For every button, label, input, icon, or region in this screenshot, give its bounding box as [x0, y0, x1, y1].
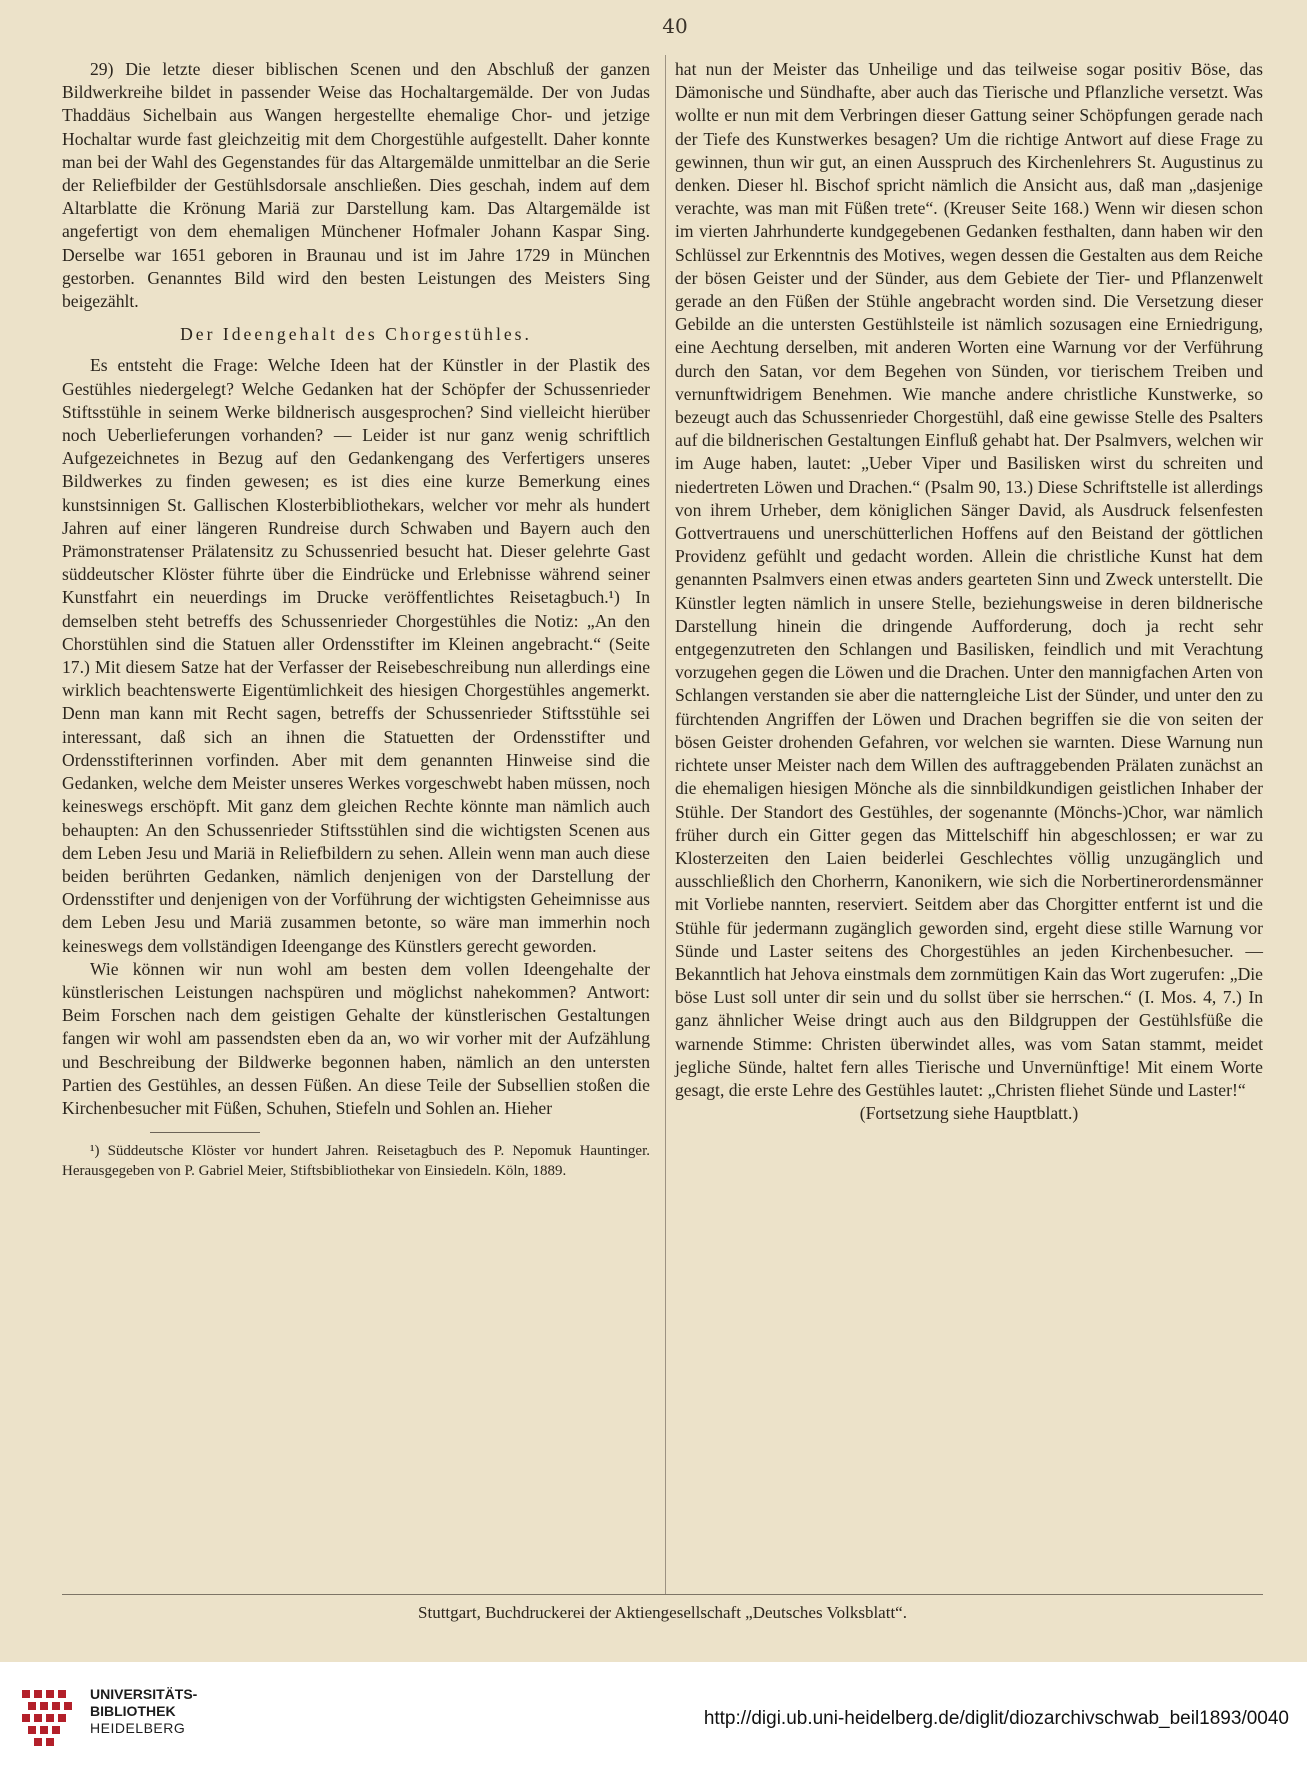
paragraph-question: Es entsteht die Frage: Welche Ideen hat der Künstler in der Plastik des Gestühles niedergelegt? Welche Gedanken hat der Schöpfer der Schussenrieder Stiftsstühle in seinem Werke bildnerisch ausgesprochen? Sind vielleicht hierüber noch Ueberlieferungen vorhanden? — Leider ist nur ganz wenig schriftlich Aufgezeichnetes in Bezug auf den Gedankengang des Verfertigers unseres Bildwerkes zu finden gewesen; es ist dies eine kurze Bemerkung eines kunstsinnigen St. Gallischen Klosterbibliothekars, welcher vor mehr als hundert Jahren auf einer längeren Rundreise durch Schwaben und Bayern auch den Prämonstratenser Prälatensitz zu Schussenried besucht hat. Dieser gelehrte Gast süddeutscher Klöster führte über die Eindrücke und Erlebnisse während seiner Kunstfahrt ein neuerdings im Drucke veröffentlichtes Reisetagbuch.¹) In demselben steht betreffs des Schussenrieder Chorgestühles die Notiz: „An den Chorstühlen sind die Statuen aller Ordensstifter im Kleinen angebracht.“ (Seite 17.) Mit diesem Satze hat der Verfasser der Reisebeschreibung nun allerdings eine wirklich beachtenswerte Eigentümlichkeit des hiesigen Chorgestühles angemerkt. Denn man kann mit Recht sagen, betreffs der Schussenrieder Stiftsstühle sei interessant, daß sich an ihnen die Statuetten der Ordensstifter und Ordensstifterinnen vorfinden. Aber mit dem genannten Hinweise sind die Gedanken, welche dem Meister unseres Werkes vorgeschwebt haben müssen, noch keineswegs erschöpft. Mit ganz dem gleichen Rechte könnte man nämlich auch behaupten: An den Schussenrieder Stiftsstühlen sind die wichtigsten Scenen aus dem Leben Jesu und Mariä in Reliefbildern zu sehen. Allein wenn man auch diese beiden berührten Gedanken, nämlich denjenigen von der Darstellung der Ordensstifter und denjenigen von der Vorführung der wichtigsten Geheimnisse aus dem Leben Jesu und Mariä zusammen betonte, so wäre man immerhin noch keineswegs dem vollständigen Ideengange des Künstlers gerecht geworden. — [62, 355, 650, 956]
paragraph-answer: Wie können wir nun wohl am besten dem vollen Ideengehalte der künstlerischen Leistungen nachspüren und möglichst nahekommen? Antwort: Beim Forschen nach dem geistigen Gehalte der künstlerischen Gestaltungen fangen wir wohl am passendsten eben da an, wo wir vorher mit der Aufzählung und Beschreibung der Bildwerke begonnen haben, nämlich an den untersten Partien des Gestühles, an dessen Füßen. An diese Teile der Subsellien stoßen die Kirchenbesucher mit Füßen, Schuhen, Stiefeln und Sohlen an. Hieher — [62, 958, 650, 1118]
column-divider — [665, 55, 666, 1595]
library-name — [90, 1686, 197, 1737]
paragraph-altar: 29) Die letzte dieser biblischen Scenen und den Abschluß der ganzen Bildwerkreihe bildet in passender Weise das Hochaltargemälde. Der von Judas Thaddäus Sichelbain aus Wangen hergestellte ehemalige Chor- und jetzige Hochaltar wurde fast gleichzeitig mit dem Chorgestühle aufgestellt. Daher konnte man bei der Wahl des Gegenstandes für das Altargemälde unmittelbar an die Serie der Reliefbilder der Gestühlsdorsale anschließen. Dies geschah, indem auf dem Altarblatte die Krönung Mariä zur Darstellung kam. Das Altargemälde ist angefertigt von dem ehemaligen Münchener Hofmaler Johann Kaspar Sing. Derselbe war 1651 geboren in Braunau und ist im Jahre 1729 in München gestorben. Genanntes Bild wird den besten Leistungen des Meisters Sing beigezählt. — [62, 59, 650, 312]
imprint-divider — [62, 1594, 1263, 1595]
library-name-line-1: UNIVERSITÄTS- — [90, 1686, 198, 1702]
printer-imprint: Stuttgart, Buchdruckerei der Aktiengesellschaft „Deutsches Volksblatt“. — [418, 1603, 907, 1622]
right-column — [675, 58, 1263, 1125]
paragraph-continuation: hat nun der Meister das Unheilige und das teilweise sogar positiv Böse, das Dämonische und Sündhafte, aber auch das Tierische und Pflanzliche versetzt. Was wollte er nun mit dem Verbringen dieser Gattung seiner Schöpfungen gerade nach der Tiefe des Kunstwerkes besagen? Um die richtige Antwort auf diese Frage zu gewinnen, thun wir gut, an einen Ausspruch des Kirchenlehrers St. Augustinus zu denken. Dieser hl. Bischof spricht nämlich die Ansicht aus, daß man „dasjenige verachte, was man mit Füßen trete“. (Kreuser Seite 168.) Wenn wir diesen schon im vierten Jahrhunderte kundgegebenen Gedanken festhalten, dann haben wir den Schlüssel zur Erkenntnis des Motives, wegen dessen die Gestalten aus dem Reiche der bösen Geister und der Sünder, aus dem Gebiete der Tier- und Pflanzenwelt gerade an den Füßen der Stühle angebracht worden sind. Die Versetzung dieser Gebilde an die untersten Gestühlsteile ist nämlich sozusagen eine Erniedrigung, eine Aechtung derselben, mit anderen Worten eine Warnung vor der Verführung durch den Satan, vor dem Begehen von Sünden, vor tierischem Treiben und vernunftwidrigem Benehmen. Wie manche andere christliche Kunstwerke, so bezeugt auch das Schussenrieder Chorgestühl, daß eine gewisse Stelle des Psalters auf die bildnerischen Gestaltungen Einfluß gehabt hat. Der Psalmvers, welchen wir im Auge haben, lautet: „Ueber Viper und Basilisken wirst du schreiten und niedertreten Löwen und Drachen.“ (Psalm 90, 13.) Diese Schriftstelle ist allerdings von ihrem Urheber, dem königlichen Sänger David, als Ausdruck felsenfesten Gottvertrauens und unerschütterlichen Hoffens auf den Beistand der göttlichen Providenz gefühlt und gedacht worden. Allein die christliche Kunst hat dem genannten Psalmvers einen etwas anders gearteten Sinn und Zweck unterstellt. Die Künstler legten nämlich in unsere Stelle, beziehungsweise in deren bildnerische Darstellung hinein die dringende Aufforderung, doch ja recht sehr entgegenzutreten den Schlangen und Basilisken, feindlich und mit Verachtung vorzugehen gegen die Löwen und die Drachen. Unter den mannigfachen Arten von Schlangen verstanden sie aber die natterngleiche List der Sünder, und unter den zu fürchtenden Angriffen der Löwen und Drachen begriffen sie die von seiten der bösen Geister drohenden Gefahren, vor welchen sie warnten. Diese Warnung nun richtete unser Meister nach dem Willen des auftraggebenden Prälaten zunächst an die ehemaligen hiesigen Mönche als die sinnbildkundigen geistlichen Inhaber der Stühle. Der Standort des Gestühles, der sogenannte (Mönchs-)Chor, war nämlich früher durch ein Gitter gegen das Mittelschiff hin abgeschlossen; er war zu Klosterzeiten den Laien beiderlei Geschlechtes völlig unzugänglich und ausschließlich den Chorherrn, Kanonikern, wie sich die Norbertinerordensmänner mit Vorliebe nannten, reserviert. Seitdem aber das Chorgitter entfernt ist und die Stühle für jedermann zugänglich geworden sind, ergeht diese stille Warnung vor Sünde und Laster seitens des Chorgestühles an jeden Kirchenbesucher. — Bekanntlich hat Jehova einstmals dem zornmütigen Kain das Wort zugerufen: „Die böse Lust soll unter dir sein und du sollst über sie herrschen.“ (I. Mos. 4, 7.) In ganz ähnlicher Weise dringt auch aus den Bildgruppen der Gestühlsfüße die warnende Stimme: Christen überwindet alles, was vom Satan stammt, meidet jegliche Sünde, haltet fern alles Tierische und Unvernünftige! Mit einem Worte gesagt, die erste Lehre des Gestühles lautet: „Christen fliehet Sünde und Laster!“ — [675, 59, 1263, 1100]
source-url[interactable]: http://digi.ub.uni-heidelberg.de/diglit/diozarchivschwab_beil1893/0040 — [703, 1708, 1289, 1729]
library-name-line-3: HEIDELBERG — [90, 1720, 186, 1736]
heidelberg-library-logo-icon — [18, 1684, 78, 1754]
footnote: ¹) Süddeutsche Klöster vor hundert Jahren. Reisetagbuch des P. Nepomuk Hauntinger. Herausgegeben von P. Gabriel Meier, Stiftsbibliothekar von Einsiedeln. Köln, 1889. — [62, 1143, 650, 1180]
library-name-line-2: BIBLIOTHEK — [90, 1703, 176, 1719]
page-number: 40 — [662, 14, 688, 38]
continuation-note: (Fortsetzung siehe Hauptblatt.) — [859, 1103, 1079, 1124]
footnote-divider — [150, 1132, 260, 1133]
section-heading: Der Ideengehalt des Chorgestühles. — [180, 324, 532, 345]
digitization-footer — [0, 1662, 1307, 1772]
left-column — [62, 58, 650, 1181]
